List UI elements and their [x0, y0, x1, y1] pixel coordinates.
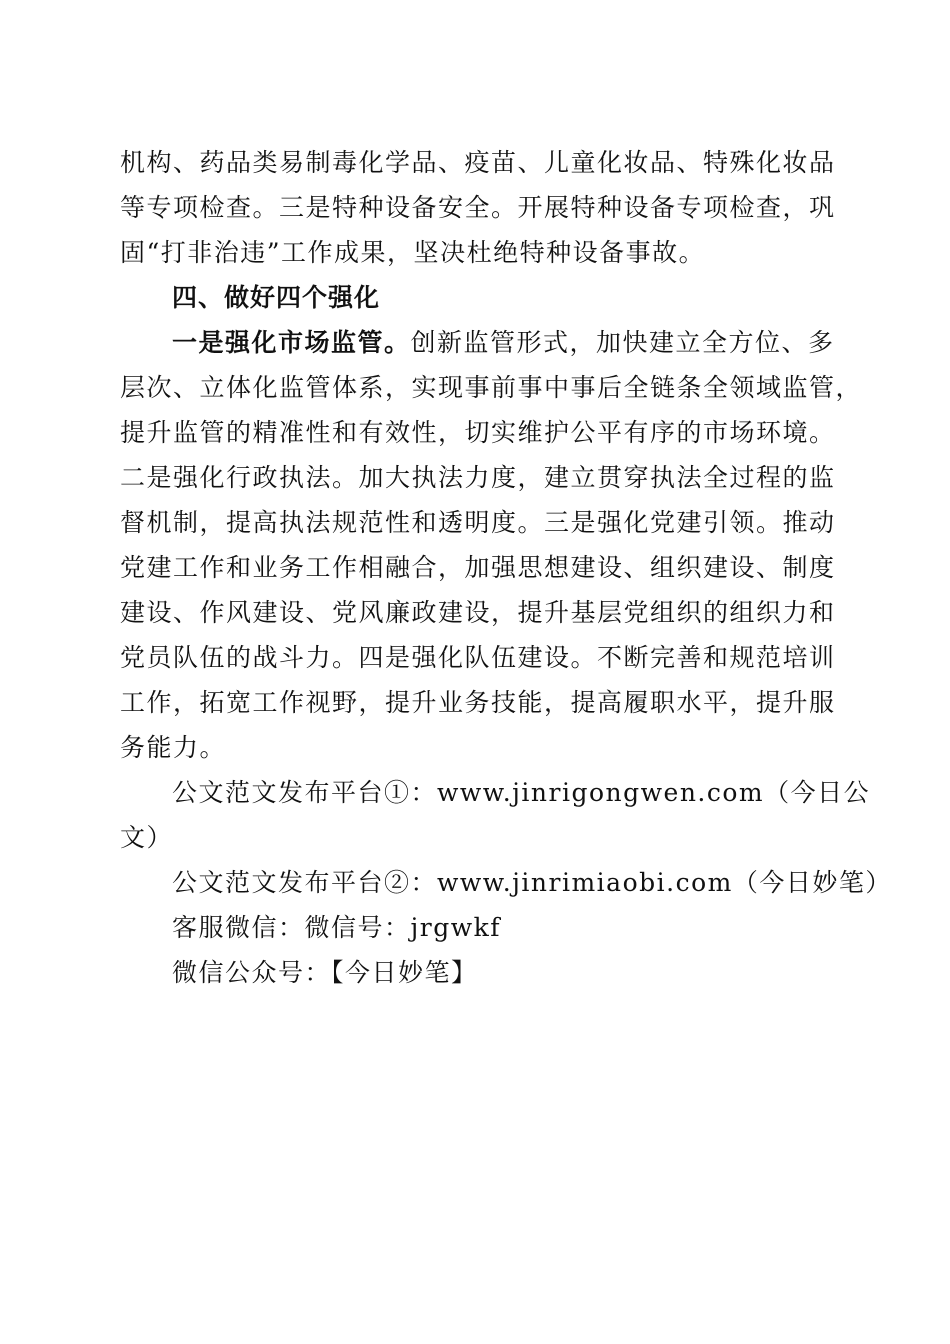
platform-2-line: 公文范文发布平台②：www.jinrimiaobi.com（今日妙笔）: [172, 868, 892, 897]
paragraph-special-inspection: [120, 140, 836, 275]
text-line: 提升监管的精准性和有效性，切实维护公平有序的市场环境。: [120, 418, 836, 447]
text-line: 督机制，提高执法规范性和透明度。三是强化党建引领。推动: [120, 508, 836, 537]
platform-1-line-cont: 文）: [120, 823, 174, 852]
paragraph-four-strengthenings: [120, 320, 863, 770]
text-line: 建设、作风建设、党风廉政建设，提升基层党组织的组织力和: [120, 598, 836, 627]
wechat-service-line: 客服微信：微信号：jrgwkf: [172, 913, 502, 942]
text-line: 层次、立体化监管体系，实现事前事中事后全链条全领域监管，: [120, 373, 863, 402]
platform-1-line: 公文范文发布平台①：www.jinrigongwen.com（今日公: [172, 778, 871, 807]
section-heading: 四、做好四个强化: [172, 283, 381, 312]
text-line: 工作，拓宽工作视野，提升业务技能，提高履职水平，提升服: [120, 688, 836, 717]
document-body: [120, 140, 892, 995]
footer-info: [120, 770, 892, 995]
text-line: 机构、药品类易制毒化学品、疫苗、儿童化妆品、特殊化妆品: [120, 148, 836, 177]
lead-phrase: 一是强化市场监管。: [172, 328, 411, 357]
text-line: 务能力。: [120, 733, 227, 762]
text-line: 党员队伍的战斗力。四是强化队伍建设。不断完善和规范培训: [120, 643, 836, 672]
text-line: [120, 320, 835, 365]
text-line: 等专项检查。三是特种设备安全。开展特种设备专项检查，巩: [120, 193, 836, 222]
text-span: 创新监管形式，加快建立全方位、多: [410, 328, 835, 357]
text-line: 二是强化行政执法。加大执法力度，建立贯穿执法全过程的监: [120, 463, 836, 492]
text-line: 党建工作和业务工作相融合，加强思想建设、组织建设、制度: [120, 553, 836, 582]
wechat-account-line: 微信公众号：【今日妙笔】: [172, 958, 478, 987]
text-line: 固“打非治违”工作成果，坚决杜绝特种设备事故。: [120, 238, 706, 267]
